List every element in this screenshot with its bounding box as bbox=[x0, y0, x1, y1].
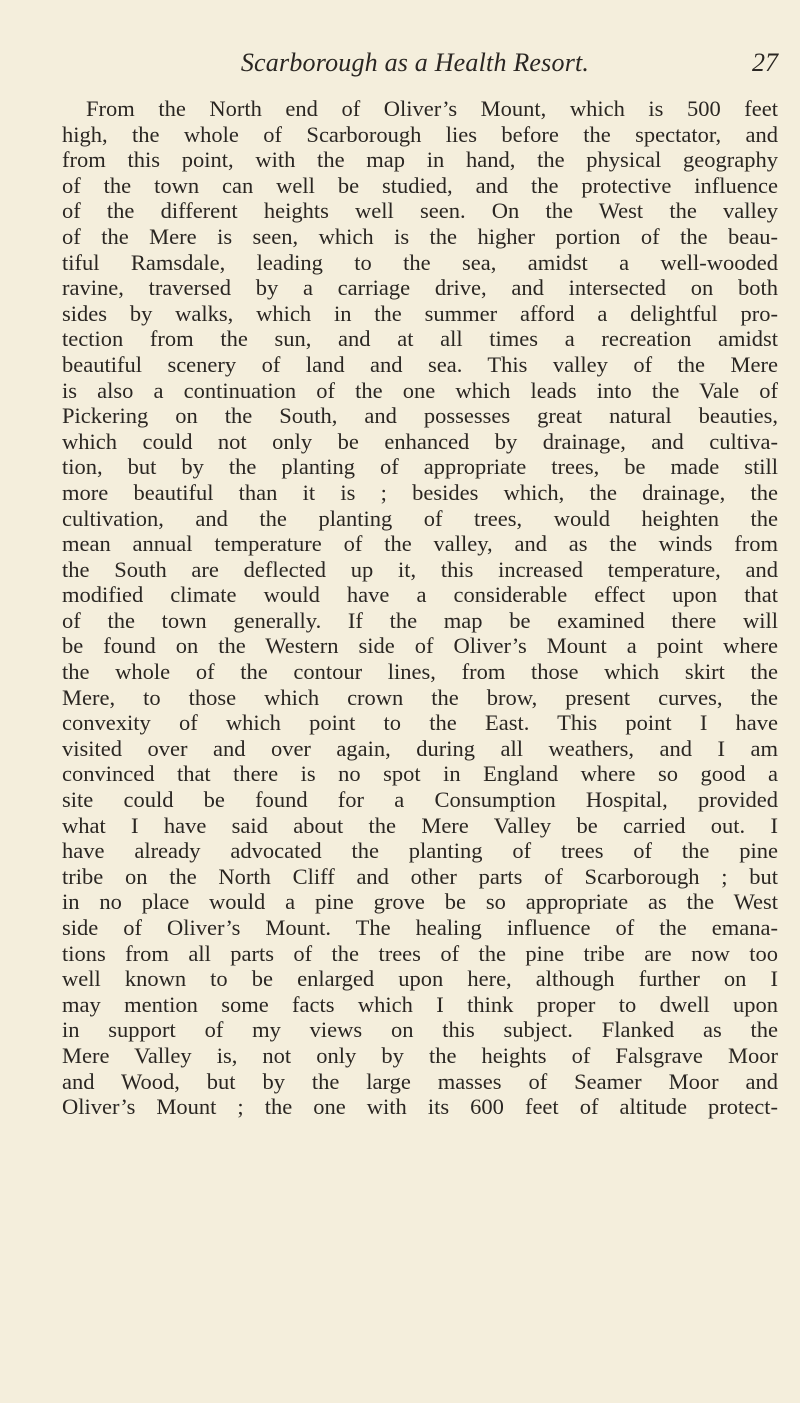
running-title: Scarborough as a Health Resort. bbox=[240, 48, 590, 77]
text-line: have already advocated the planting of trees of the pine bbox=[62, 838, 778, 864]
text-line: in no place would a pine grove be so appropriate as the West bbox=[62, 889, 778, 915]
text-line: may mention some facts which I think proper to dwell upon bbox=[62, 991, 778, 1017]
text-line: from this point, with the map in hand, the physical geography bbox=[62, 147, 778, 173]
text-line: the whole of the contour lines, from those which skirt the bbox=[62, 659, 778, 685]
text-line: well known to be enlarged upon here, although further on I bbox=[62, 966, 778, 992]
text-line: sides by walks, which in the summer afford a delightful pro- bbox=[62, 300, 778, 326]
text-line: of the Mere is seen, which is the higher portion of the beau- bbox=[62, 223, 778, 249]
text-line: tion, but by the planting of appropriate trees, be made still bbox=[62, 454, 778, 480]
text-line: what I have said about the Mere Valley be carried out. I bbox=[62, 812, 778, 838]
text-line: cultivation, and the planting of trees, would heighten the bbox=[62, 505, 778, 531]
text-line: From the North end of Oliver’s Mount, which is 500 feet bbox=[86, 96, 778, 121]
text-line: the South are deflected up it, this increased temperature, and bbox=[62, 556, 778, 582]
body-paragraph bbox=[62, 96, 778, 1120]
text-line: mean annual temperature of the valley, and as the winds from bbox=[62, 531, 778, 557]
text-line: visited over and over again, during all weathers, and I am bbox=[62, 735, 778, 761]
text-line: tection from the sun, and at all times a recreation amidst bbox=[62, 326, 778, 352]
text-line: beautiful scenery of land and sea. This valley of the Mere bbox=[62, 351, 778, 377]
text-line: of the town generally. If the map be examined there will bbox=[62, 607, 778, 633]
text-line: of the different heights well seen. On the West the valley bbox=[62, 198, 778, 224]
text-line: Oliver’s Mount ; the one with its 600 feet of altitude protect- bbox=[62, 1094, 778, 1120]
text-line: Mere Valley is, not only by the heights of Falsgrave Moor bbox=[62, 1042, 778, 1068]
text-line: in support of my views on this subject. Flanked as the bbox=[62, 1017, 778, 1043]
text-line: tions from all parts of the trees of the pine tribe are now too bbox=[62, 940, 778, 966]
text-line: which could not only be enhanced by drainage, and cultiva- bbox=[62, 428, 778, 454]
text-line: ravine, traversed by a carriage drive, and intersected on both bbox=[62, 275, 778, 301]
text-line: be found on the Western side of Oliver’s Mount a point where bbox=[62, 633, 778, 659]
text-line: high, the whole of Scarborough lies before the spectator, and bbox=[62, 121, 778, 147]
text-line: site could be found for a Consumption Hospital, provided bbox=[62, 787, 778, 813]
text-line: side of Oliver’s Mount. The healing influence of the emana- bbox=[62, 915, 778, 940]
text-line: more beautiful than it is ; besides which, the drainage, the bbox=[62, 479, 778, 505]
text-line: Mere, to those which crown the brow, present curves, the bbox=[62, 684, 778, 710]
page-number: 27 bbox=[752, 48, 778, 77]
text-line: tiful Ramsdale, leading to the sea, amidst a well-wooded bbox=[62, 249, 778, 275]
text-line: tribe on the North Cliff and other parts of Scarborough ; but bbox=[62, 863, 778, 889]
text-line: Pickering on the South, and possesses great natural beauties, bbox=[62, 403, 778, 429]
text-line: and Wood, but by the large masses of Seamer Moor and bbox=[62, 1068, 778, 1094]
text-line: convexity of which point to the East. This point I have bbox=[62, 710, 778, 736]
running-head bbox=[0, 46, 800, 86]
text-line: modified climate would have a considerable effect upon that bbox=[62, 582, 778, 608]
text-line: convinced that there is no spot in England where so good a bbox=[62, 761, 778, 787]
text-line: of the town can well be studied, and the protective influence bbox=[62, 172, 778, 198]
text-line: is also a continuation of the one which leads into the Vale of bbox=[62, 377, 778, 403]
